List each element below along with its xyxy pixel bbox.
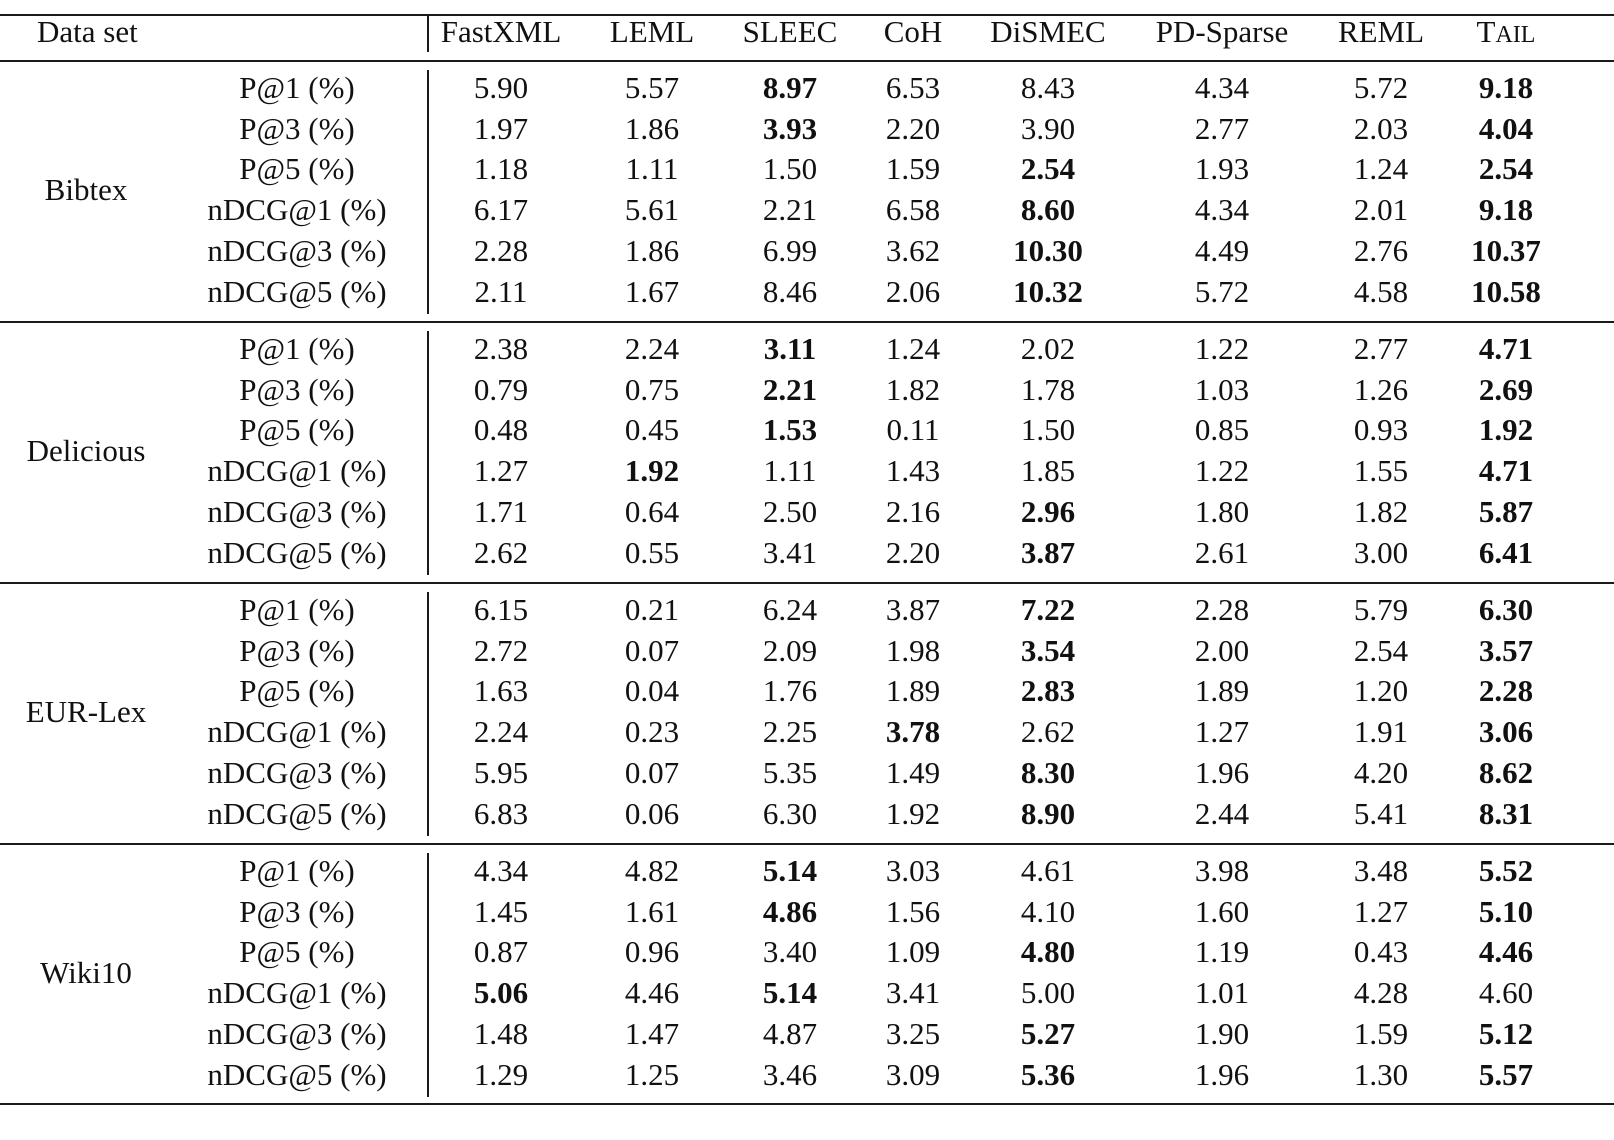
value-dismec: 8.90 (1020, 795, 1076, 831)
tail-initial: T (1476, 14, 1496, 49)
bottom-rule (0, 1103, 1614, 1105)
value-reml: 2.76 (1353, 232, 1409, 268)
value-coh: 0.11 (886, 412, 940, 448)
group-rule (0, 582, 1614, 584)
value-pd-sparse: 1.90 (1194, 1015, 1250, 1051)
value-tail: 10.58 (1471, 273, 1541, 309)
value-dismec: 5.27 (1020, 1015, 1076, 1051)
value-coh: 1.49 (885, 754, 941, 790)
value-dismec: 2.96 (1020, 493, 1076, 529)
value-coh: 6.58 (885, 192, 941, 228)
value-coh: 3.25 (885, 1015, 941, 1051)
value-tail: 9.18 (1478, 70, 1534, 105)
value-leml: 1.67 (624, 273, 680, 309)
metric-label: P@3 (%) (239, 110, 355, 146)
value-tail: 8.62 (1478, 754, 1534, 790)
value-fastxml: 0.48 (473, 412, 529, 448)
value-fastxml: 0.87 (473, 934, 529, 970)
value-tail: 4.71 (1478, 453, 1534, 489)
tail-rest: AIL (1495, 22, 1536, 48)
group-separator (427, 592, 429, 836)
value-pd-sparse: 2.77 (1194, 110, 1250, 146)
value-leml: 1.11 (625, 151, 679, 187)
value-tail: 2.69 (1478, 371, 1534, 407)
value-dismec: 5.00 (1020, 975, 1076, 1011)
method-header-fastxml: FastXML (440, 14, 562, 49)
value-dismec: 2.83 (1020, 673, 1076, 709)
value-sleec: 2.50 (762, 493, 818, 529)
value-pd-sparse: 1.27 (1194, 714, 1250, 750)
value-sleec: 4.87 (762, 1015, 818, 1051)
value-fastxml: 1.97 (473, 110, 529, 146)
value-leml: 4.82 (624, 853, 680, 888)
value-dismec: 10.32 (1013, 273, 1083, 309)
value-sleec: 3.40 (762, 934, 818, 970)
value-dismec: 1.85 (1020, 453, 1076, 489)
value-dismec: 2.54 (1020, 151, 1076, 187)
method-header-dismec: DiSMEC (990, 14, 1106, 49)
value-leml: 1.61 (624, 893, 680, 929)
value-sleec: 5.14 (762, 975, 818, 1011)
value-pd-sparse: 2.44 (1194, 795, 1250, 831)
value-pd-sparse: 4.34 (1194, 192, 1250, 228)
value-sleec: 2.21 (762, 192, 818, 228)
value-tail: 2.54 (1478, 151, 1534, 187)
value-coh: 2.20 (885, 110, 941, 146)
value-dismec: 4.61 (1020, 853, 1076, 888)
value-fastxml: 1.71 (473, 493, 529, 529)
value-dismec: 2.62 (1020, 714, 1076, 750)
value-fastxml: 1.27 (473, 453, 529, 489)
value-sleec: 2.09 (762, 632, 818, 668)
value-leml: 1.25 (624, 1056, 680, 1092)
value-sleec: 5.35 (762, 754, 818, 790)
metric-label: P@3 (%) (239, 371, 355, 407)
header-separator (427, 14, 429, 52)
metric-label: P@1 (%) (239, 70, 355, 105)
value-tail: 5.10 (1478, 893, 1534, 929)
value-sleec: 4.86 (762, 893, 818, 929)
metric-label: nDCG@1 (%) (207, 975, 387, 1011)
value-fastxml: 1.63 (473, 673, 529, 709)
value-sleec: 1.53 (762, 412, 818, 448)
value-reml: 0.43 (1353, 934, 1409, 970)
value-tail: 5.52 (1478, 853, 1534, 888)
value-sleec: 6.99 (762, 232, 818, 268)
value-fastxml: 5.06 (473, 975, 529, 1011)
value-pd-sparse: 1.60 (1194, 893, 1250, 929)
value-reml: 5.79 (1353, 592, 1409, 627)
value-pd-sparse: 1.89 (1194, 673, 1250, 709)
value-sleec: 3.11 (763, 331, 817, 366)
value-sleec: 8.46 (762, 273, 818, 309)
metric-label: P@1 (%) (239, 592, 355, 627)
value-reml: 1.27 (1353, 893, 1409, 929)
value-tail: 4.46 (1478, 934, 1534, 970)
value-leml: 0.55 (624, 534, 680, 570)
value-pd-sparse: 1.22 (1194, 331, 1250, 366)
value-reml: 4.20 (1353, 754, 1409, 790)
value-fastxml: 1.48 (473, 1015, 529, 1051)
metric-label: nDCG@5 (%) (207, 534, 387, 570)
value-coh: 2.20 (885, 534, 941, 570)
value-fastxml: 1.45 (473, 893, 529, 929)
value-pd-sparse: 4.34 (1194, 70, 1250, 105)
value-fastxml: 6.83 (473, 795, 529, 831)
value-pd-sparse: 1.96 (1194, 1056, 1250, 1092)
value-dismec: 3.87 (1020, 534, 1076, 570)
dataset-header: Data set (37, 14, 138, 49)
value-reml: 1.26 (1353, 371, 1409, 407)
value-reml: 3.48 (1353, 853, 1409, 888)
value-dismec: 1.78 (1020, 371, 1076, 407)
value-tail: 8.31 (1478, 795, 1534, 831)
value-leml: 0.21 (624, 592, 680, 627)
value-fastxml: 2.72 (473, 632, 529, 668)
value-tail: 5.87 (1478, 493, 1534, 529)
value-pd-sparse: 2.61 (1194, 534, 1250, 570)
value-pd-sparse: 5.72 (1194, 273, 1250, 309)
method-header-leml: LEML (609, 14, 695, 49)
header-rule (0, 60, 1614, 62)
value-coh: 1.92 (885, 795, 941, 831)
value-pd-sparse: 3.98 (1194, 853, 1250, 888)
value-reml: 4.58 (1353, 273, 1409, 309)
value-reml: 2.77 (1353, 331, 1409, 366)
value-leml: 0.75 (624, 371, 680, 407)
value-leml: 0.64 (624, 493, 680, 529)
value-tail: 3.06 (1478, 714, 1534, 750)
value-leml: 1.86 (624, 110, 680, 146)
metric-label: nDCG@5 (%) (207, 1056, 387, 1092)
value-pd-sparse: 1.80 (1194, 493, 1250, 529)
value-dismec: 3.90 (1020, 110, 1076, 146)
value-coh: 1.09 (885, 934, 941, 970)
value-leml: 2.24 (624, 331, 680, 366)
metric-label: P@5 (%) (239, 151, 355, 187)
value-tail: 2.28 (1478, 673, 1534, 709)
metric-label: P@5 (%) (239, 673, 355, 709)
value-sleec: 3.46 (762, 1056, 818, 1092)
value-pd-sparse: 1.01 (1194, 975, 1250, 1011)
metric-label: P@3 (%) (239, 632, 355, 668)
value-sleec: 2.21 (762, 371, 818, 407)
value-sleec: 6.30 (762, 795, 818, 831)
value-coh: 1.89 (885, 673, 941, 709)
method-header-coh: CoH (883, 14, 943, 49)
dataset-name: Wiki10 (40, 954, 132, 990)
value-coh: 3.62 (885, 232, 941, 268)
value-leml: 0.06 (624, 795, 680, 831)
value-pd-sparse: 1.19 (1194, 934, 1250, 970)
value-tail: 6.30 (1478, 592, 1534, 627)
value-coh: 1.43 (885, 453, 941, 489)
value-coh: 3.09 (885, 1056, 941, 1092)
value-tail: 6.41 (1478, 534, 1534, 570)
value-fastxml: 2.38 (473, 331, 529, 366)
value-dismec: 8.43 (1020, 70, 1076, 105)
group-separator (427, 331, 429, 575)
value-coh: 3.78 (885, 714, 941, 750)
value-pd-sparse: 2.28 (1194, 592, 1250, 627)
value-dismec: 4.80 (1020, 934, 1076, 970)
metric-label: nDCG@3 (%) (207, 1015, 387, 1051)
value-leml: 0.07 (624, 632, 680, 668)
value-dismec: 5.36 (1020, 1056, 1076, 1092)
metric-label: nDCG@1 (%) (207, 714, 387, 750)
value-sleec: 1.76 (762, 673, 818, 709)
value-sleec: 3.93 (762, 110, 818, 146)
value-dismec: 8.30 (1020, 754, 1076, 790)
value-fastxml: 1.18 (473, 151, 529, 187)
group-separator (427, 70, 429, 314)
value-sleec: 8.97 (762, 70, 818, 105)
value-sleec: 2.25 (762, 714, 818, 750)
value-fastxml: 1.29 (473, 1056, 529, 1092)
value-pd-sparse: 2.00 (1194, 632, 1250, 668)
metric-label: P@3 (%) (239, 893, 355, 929)
value-dismec: 1.50 (1020, 412, 1076, 448)
value-coh: 6.53 (885, 70, 941, 105)
value-pd-sparse: 1.22 (1194, 453, 1250, 489)
value-dismec: 2.02 (1020, 331, 1076, 366)
value-tail: 5.12 (1478, 1015, 1534, 1051)
value-leml: 1.86 (624, 232, 680, 268)
value-coh: 1.56 (885, 893, 941, 929)
value-tail: 10.37 (1471, 232, 1541, 268)
value-reml: 1.59 (1353, 1015, 1409, 1051)
method-header-tail (1477, 12, 1536, 52)
value-reml: 4.28 (1353, 975, 1409, 1011)
value-dismec: 4.10 (1020, 893, 1076, 929)
value-fastxml: 5.95 (473, 754, 529, 790)
value-reml: 1.30 (1353, 1056, 1409, 1092)
method-header-reml: REML (1337, 14, 1425, 49)
value-reml: 1.91 (1353, 714, 1409, 750)
value-tail: 3.57 (1478, 632, 1534, 668)
value-dismec: 10.30 (1013, 232, 1083, 268)
value-pd-sparse: 4.49 (1194, 232, 1250, 268)
value-leml: 1.47 (624, 1015, 680, 1051)
dataset-name: Delicious (26, 432, 146, 468)
metric-label: P@1 (%) (239, 331, 355, 366)
value-coh: 1.82 (885, 371, 941, 407)
value-reml: 1.82 (1353, 493, 1409, 529)
dataset-name: EUR-Lex (25, 693, 147, 729)
metric-label: nDCG@1 (%) (207, 192, 387, 228)
metric-label: P@5 (%) (239, 934, 355, 970)
value-leml: 5.57 (624, 70, 680, 105)
metric-label: P@1 (%) (239, 853, 355, 888)
value-pd-sparse: 1.93 (1194, 151, 1250, 187)
value-leml: 0.45 (624, 412, 680, 448)
metric-label: nDCG@5 (%) (207, 795, 387, 831)
group-rule (0, 843, 1614, 845)
value-coh: 3.03 (885, 853, 941, 888)
value-fastxml: 2.28 (473, 232, 529, 268)
value-reml: 3.00 (1353, 534, 1409, 570)
value-tail: 4.60 (1478, 975, 1534, 1011)
value-sleec: 6.24 (762, 592, 818, 627)
value-fastxml: 2.11 (474, 273, 528, 309)
metric-label: nDCG@3 (%) (207, 232, 387, 268)
value-leml: 1.92 (624, 453, 680, 489)
value-fastxml: 2.62 (473, 534, 529, 570)
value-leml: 0.96 (624, 934, 680, 970)
value-coh: 3.87 (885, 592, 941, 627)
metric-label: P@5 (%) (239, 412, 355, 448)
value-fastxml: 5.90 (473, 70, 529, 105)
value-tail: 4.71 (1478, 331, 1534, 366)
value-fastxml: 0.79 (473, 371, 529, 407)
value-leml: 0.23 (624, 714, 680, 750)
value-coh: 2.06 (885, 273, 941, 309)
value-fastxml: 6.15 (473, 592, 529, 627)
value-leml: 0.04 (624, 673, 680, 709)
value-fastxml: 6.17 (473, 192, 529, 228)
metric-label: nDCG@3 (%) (207, 754, 387, 790)
value-dismec: 8.60 (1020, 192, 1076, 228)
value-tail: 5.57 (1478, 1056, 1534, 1092)
value-pd-sparse: 0.85 (1194, 412, 1250, 448)
value-reml: 2.03 (1353, 110, 1409, 146)
value-reml: 1.20 (1353, 673, 1409, 709)
value-sleec: 1.11 (763, 453, 817, 489)
value-sleec: 5.14 (762, 853, 818, 888)
value-reml: 5.41 (1353, 795, 1409, 831)
metric-label: nDCG@1 (%) (207, 453, 387, 489)
value-leml: 4.46 (624, 975, 680, 1011)
value-reml: 2.01 (1353, 192, 1409, 228)
value-leml: 0.07 (624, 754, 680, 790)
value-reml: 1.55 (1353, 453, 1409, 489)
group-separator (427, 853, 429, 1097)
value-sleec: 1.50 (762, 151, 818, 187)
value-pd-sparse: 1.96 (1194, 754, 1250, 790)
value-fastxml: 4.34 (473, 853, 529, 888)
value-leml: 5.61 (624, 192, 680, 228)
method-header-sleec: SLEEC (742, 14, 838, 49)
value-coh: 1.59 (885, 151, 941, 187)
metric-label: nDCG@5 (%) (207, 273, 387, 309)
method-header-pd-sparse: PD-Sparse (1155, 14, 1289, 49)
value-coh: 1.24 (885, 331, 941, 366)
value-reml: 2.54 (1353, 632, 1409, 668)
value-reml: 5.72 (1353, 70, 1409, 105)
value-coh: 1.98 (885, 632, 941, 668)
value-reml: 0.93 (1353, 412, 1409, 448)
group-rule (0, 321, 1614, 323)
value-coh: 3.41 (885, 975, 941, 1011)
value-dismec: 7.22 (1020, 592, 1076, 627)
value-pd-sparse: 1.03 (1194, 371, 1250, 407)
value-tail: 4.04 (1478, 110, 1534, 146)
value-coh: 2.16 (885, 493, 941, 529)
value-fastxml: 2.24 (473, 714, 529, 750)
value-sleec: 3.41 (762, 534, 818, 570)
value-tail: 1.92 (1478, 412, 1534, 448)
value-reml: 1.24 (1353, 151, 1409, 187)
value-dismec: 3.54 (1020, 632, 1076, 668)
metric-label: nDCG@3 (%) (207, 493, 387, 529)
value-tail: 9.18 (1478, 192, 1534, 228)
dataset-name: Bibtex (44, 171, 128, 207)
